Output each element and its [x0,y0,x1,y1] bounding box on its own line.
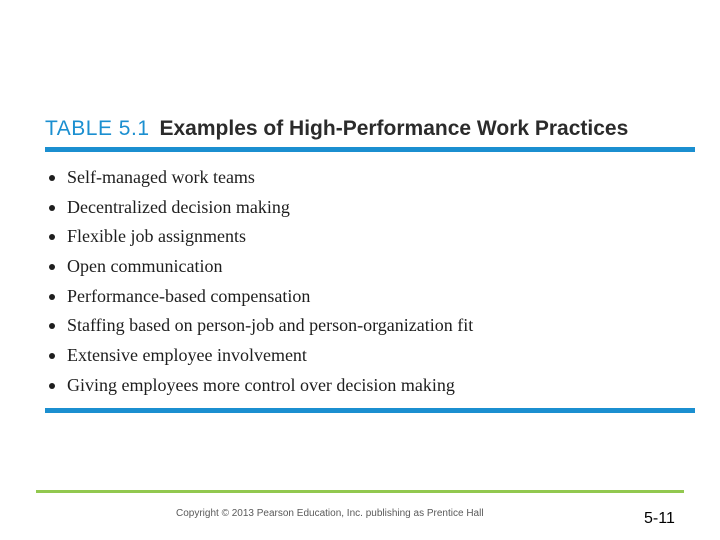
list-item-text: Extensive employee involvement [67,345,307,366]
list-item-text: Flexible job assignments [67,226,246,247]
bullet-icon [49,264,55,270]
list-item-text: Decentralized decision making [67,196,290,217]
list-item-text: Giving employees more control over decision making [67,374,455,395]
footer-rule [36,490,684,493]
list-item-text: Self-managed work teams [67,167,255,187]
table-number: TABLE 5.1 [45,117,150,140]
table-figure [45,110,695,415]
bullet-icon [49,294,55,300]
bullet-icon [49,353,55,359]
table-top-rule [45,147,695,152]
table-header [45,114,628,144]
list-item [45,193,695,223]
bullet-icon [49,234,55,240]
practice-list [45,163,695,401]
list-item [45,371,695,401]
list-item-text: Open communication [67,256,223,277]
bullet-icon [49,175,55,181]
list-item [45,252,695,282]
list-item [45,311,695,341]
bullet-icon [49,205,55,211]
list-item [45,282,695,312]
list-item [45,163,695,193]
bullet-icon [49,383,55,389]
table-title: Examples of High-Performance Work Practices [159,117,629,140]
list-item [45,222,695,252]
slide-number: 5-11 [644,510,675,527]
list-item-text: Staffing based on person-job and person-organization fit [67,315,474,336]
list-item [45,341,695,371]
table-bottom-rule [45,408,695,413]
copyright-text: Copyright © 2013 Pearson Education, Inc. publishing as Prentice Hall [176,508,484,519]
bullet-icon [49,323,55,329]
list-item-text: Performance-based compensation [67,285,311,306]
